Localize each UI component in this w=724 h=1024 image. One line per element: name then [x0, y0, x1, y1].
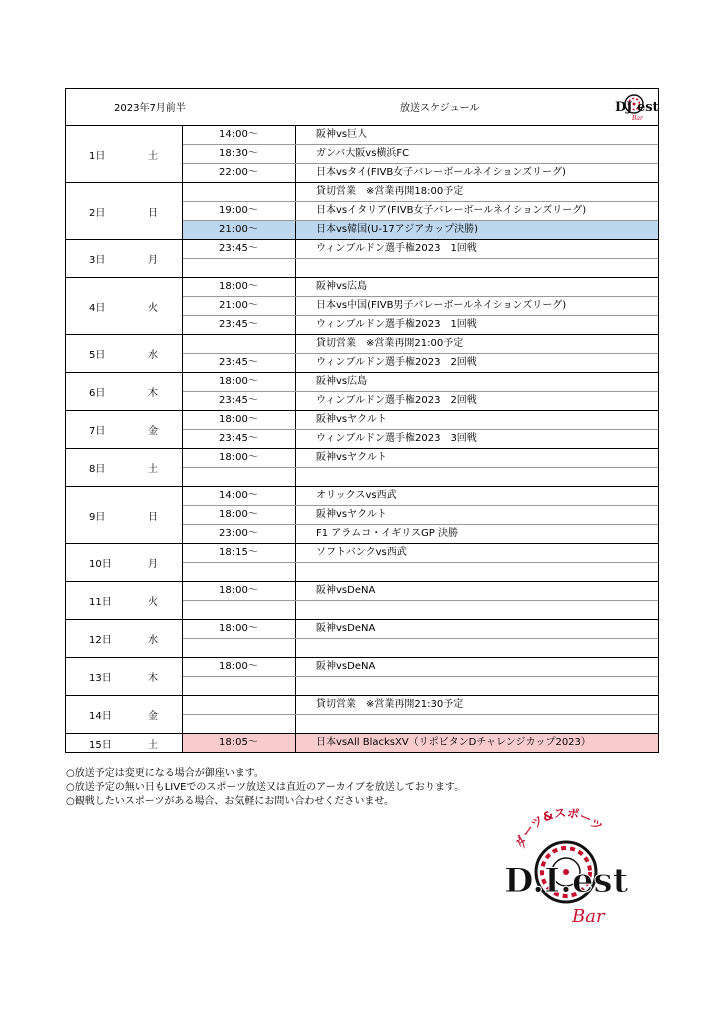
day-row [66, 544, 658, 582]
slot-time [183, 601, 296, 619]
slot-time: 18:00～ [183, 449, 296, 467]
day-row [66, 696, 658, 734]
schedule-slot [183, 506, 658, 525]
schedule-slot [183, 278, 658, 297]
day-row [66, 734, 658, 752]
note-line: ○放送予定の無い日もLIVEでのスポーツ放送又は直近のアーカイブを放送しております。 [66, 782, 465, 793]
slot-program [296, 601, 316, 619]
day-row [66, 278, 658, 335]
slot-time: 19:00～ [183, 202, 296, 220]
schedule-slot [183, 544, 658, 563]
schedule-slot [183, 411, 658, 430]
slot-time: 23:45～ [183, 392, 296, 410]
slot-list [182, 278, 658, 334]
slot-time: 18:30～ [183, 145, 296, 163]
slot-program: ソフトバンクvs西武 [316, 547, 407, 558]
day-date: 5日 [89, 350, 106, 361]
day-date: 1日 [89, 150, 106, 162]
schedule-slot [183, 734, 658, 752]
schedule-period: 2023年7月前半 [114, 103, 186, 114]
table-header [66, 89, 658, 126]
slot-time [183, 677, 296, 695]
logo-top-text-path: ダーツ&スポーツ [512, 805, 606, 851]
schedule-slot [183, 468, 658, 486]
schedule-slot [183, 392, 658, 410]
slot-list [182, 373, 658, 410]
day-weekday: 火 [148, 302, 158, 314]
schedule-slot [183, 639, 658, 657]
slot-program: ウィンブルドン選手権2023 2回戦 [316, 357, 477, 368]
day-row [66, 373, 658, 411]
slot-program: 阪神vsDeNA [316, 661, 376, 672]
slot-program: 貸切営業 ※営業再開21:00予定 [316, 338, 464, 349]
day-weekday: 木 [148, 388, 158, 399]
slot-program: 阪神vsヤクルト [316, 452, 387, 463]
slot-program: 日本vsイタリア(FIVB女子バレーボールネイションズリーグ) [316, 205, 587, 216]
schedule-slot [183, 221, 658, 239]
slot-time: 23:45～ [183, 240, 296, 258]
slot-time: 18:05～ [183, 734, 296, 752]
day-weekday: 木 [148, 673, 158, 684]
day-row [66, 620, 658, 658]
slot-time [183, 715, 296, 733]
slot-program: 貸切営業 ※営業再開18:00予定 [316, 186, 464, 197]
schedule-slot [183, 601, 658, 619]
day-weekday: 水 [148, 350, 158, 361]
day-list [66, 126, 658, 752]
day-weekday: 土 [148, 739, 158, 751]
slot-program [296, 468, 316, 486]
slot-time: 23:45～ [183, 354, 296, 372]
slot-program: 阪神vsヤクルト [316, 509, 387, 520]
slot-program: 阪神vsDeNA [316, 585, 376, 596]
slot-program: 阪神vs巨人 [316, 129, 368, 140]
schedule-slot [183, 354, 658, 372]
slot-list [182, 544, 658, 581]
day-date: 12日 [89, 635, 112, 646]
slot-time: 21:00～ [183, 221, 296, 239]
slot-list [182, 582, 658, 619]
notes [66, 767, 464, 809]
slot-program [296, 563, 316, 581]
day-row [66, 183, 658, 240]
day-date: 15日 [89, 739, 112, 751]
day-weekday: 日 [148, 511, 158, 523]
slot-list [182, 411, 658, 448]
slot-program: ウィンブルドン選手権2023 3回戦 [316, 433, 477, 444]
slot-time: 18:00～ [183, 620, 296, 638]
slot-time: 23:00～ [183, 525, 296, 543]
day-row [66, 240, 658, 278]
schedule-table [65, 88, 659, 753]
slot-time: 23:45～ [183, 430, 296, 448]
day-date: 4日 [89, 302, 106, 314]
slot-time [183, 183, 296, 201]
slot-time: 14:00～ [183, 126, 296, 144]
slot-program: 貸切営業 ※営業再開21:30予定 [316, 699, 464, 710]
schedule-slot [183, 297, 658, 316]
mini-logo-sub: Bar [632, 115, 643, 122]
day-weekday: 金 [148, 711, 158, 722]
slot-time: 18:00～ [183, 506, 296, 524]
day-date: 11日 [89, 597, 112, 608]
day-row [66, 658, 658, 696]
slot-time [183, 563, 296, 581]
slot-program: 阪神vs広島 [316, 376, 368, 387]
slot-program: オリックスvs西武 [316, 490, 397, 501]
schedule-slot [183, 449, 658, 468]
day-row [66, 487, 658, 544]
schedule-slot [183, 715, 658, 733]
day-row [66, 335, 658, 373]
slot-program: ウィンブルドン選手権2023 1回戦 [316, 243, 477, 254]
schedule-slot [183, 202, 658, 221]
slot-program: 阪神vsヤクルト [316, 414, 387, 425]
schedule-slot [183, 240, 658, 259]
schedule-slot [183, 563, 658, 581]
day-weekday: 水 [148, 635, 158, 646]
slot-list [182, 696, 658, 733]
slot-time: 18:00～ [183, 658, 296, 676]
day-date: 3日 [89, 255, 106, 266]
day-weekday: 月 [148, 559, 158, 570]
slot-program: ガンバ大阪vs横浜FC [316, 148, 410, 159]
slot-time [183, 468, 296, 486]
bar-logo [500, 800, 630, 940]
slot-program [296, 639, 316, 657]
slot-program: 日本vs中国(FIVB男子バレーボールネイションズリーグ) [316, 300, 567, 311]
slot-list [182, 335, 658, 372]
slot-time [183, 259, 296, 277]
schedule-slot [183, 145, 658, 164]
schedule-slot [183, 677, 658, 695]
schedule-slot [183, 430, 658, 448]
schedule-slot [183, 620, 658, 639]
slot-list [182, 487, 658, 543]
schedule-slot [183, 582, 658, 601]
slot-time [183, 696, 296, 714]
slot-program: ウィンブルドン選手権2023 2回戦 [316, 395, 477, 406]
slot-list [182, 183, 658, 239]
day-row [66, 582, 658, 620]
schedule-title: 放送スケジュール [400, 103, 480, 114]
day-date: 14日 [89, 711, 112, 722]
day-date: 13日 [89, 673, 112, 684]
mini-logo [614, 92, 659, 122]
slot-program [296, 677, 316, 695]
day-weekday: 土 [148, 464, 158, 475]
slot-list [182, 126, 658, 182]
slot-program: 日本vs韓国(U-17アジアカップ決勝) [316, 224, 478, 235]
schedule-slot [183, 525, 658, 543]
schedule-slot [183, 373, 658, 392]
note-line: ○観戦したいスポーツがある場合、お気軽にお問い合わせくださいませ。 [66, 796, 395, 807]
day-weekday: 金 [148, 426, 158, 437]
day-row [66, 449, 658, 487]
day-weekday: 土 [148, 150, 158, 162]
slot-program: 阪神vs広島 [316, 281, 368, 292]
slot-program [296, 259, 316, 277]
slot-list [182, 449, 658, 486]
schedule-slot [183, 259, 658, 277]
day-row [66, 126, 658, 183]
slot-list [182, 734, 658, 752]
day-date: 2日 [89, 207, 106, 219]
slot-time [183, 335, 296, 353]
slot-time: 18:15～ [183, 544, 296, 562]
day-date: 10日 [89, 559, 112, 570]
slot-time: 18:00～ [183, 278, 296, 296]
day-date: 6日 [89, 388, 106, 399]
slot-list [182, 620, 658, 657]
day-weekday: 火 [148, 597, 158, 608]
slot-time: 23:45～ [183, 316, 296, 334]
slot-program [296, 715, 316, 733]
day-weekday: 日 [148, 207, 158, 219]
slot-program: 日本vsAll BlacksXV（リポビタンDチャレンジカップ2023） [316, 737, 591, 748]
day-date: 8日 [89, 464, 106, 475]
day-row [66, 411, 658, 449]
mini-logo-main: DJ est [615, 100, 659, 115]
slot-time: 21:00～ [183, 297, 296, 315]
note-line: ○放送予定は変更になる場合が御座います。 [66, 768, 264, 779]
schedule-slot [183, 183, 658, 202]
day-date: 7日 [89, 426, 106, 437]
schedule-slot [183, 335, 658, 354]
slot-time: 18:00～ [183, 582, 296, 600]
slot-time [183, 639, 296, 657]
slot-time: 18:00～ [183, 411, 296, 429]
slot-program: ウィンブルドン選手権2023 1回戦 [316, 319, 477, 330]
slot-program: 日本vsタイ(FIVB女子バレーボールネイションズリーグ) [316, 167, 566, 178]
slot-program: F1 アラムコ・イギリスGP 決勝 [316, 528, 458, 539]
logo-main-text: D.I.est [504, 861, 629, 901]
schedule-slot [183, 164, 658, 182]
schedule-slot [183, 316, 658, 334]
slot-list [182, 240, 658, 277]
slot-time: 22:00～ [183, 164, 296, 182]
logo-sub-text: Bar [572, 906, 605, 927]
day-date: 9日 [89, 511, 106, 523]
schedule-slot [183, 658, 658, 677]
slot-time: 14:00～ [183, 487, 296, 505]
slot-program: 阪神vsDeNA [316, 623, 376, 634]
schedule-slot [183, 696, 658, 715]
slot-list [182, 658, 658, 695]
schedule-slot [183, 126, 658, 145]
schedule-slot [183, 487, 658, 506]
day-weekday: 月 [148, 255, 158, 266]
slot-time: 18:00～ [183, 373, 296, 391]
